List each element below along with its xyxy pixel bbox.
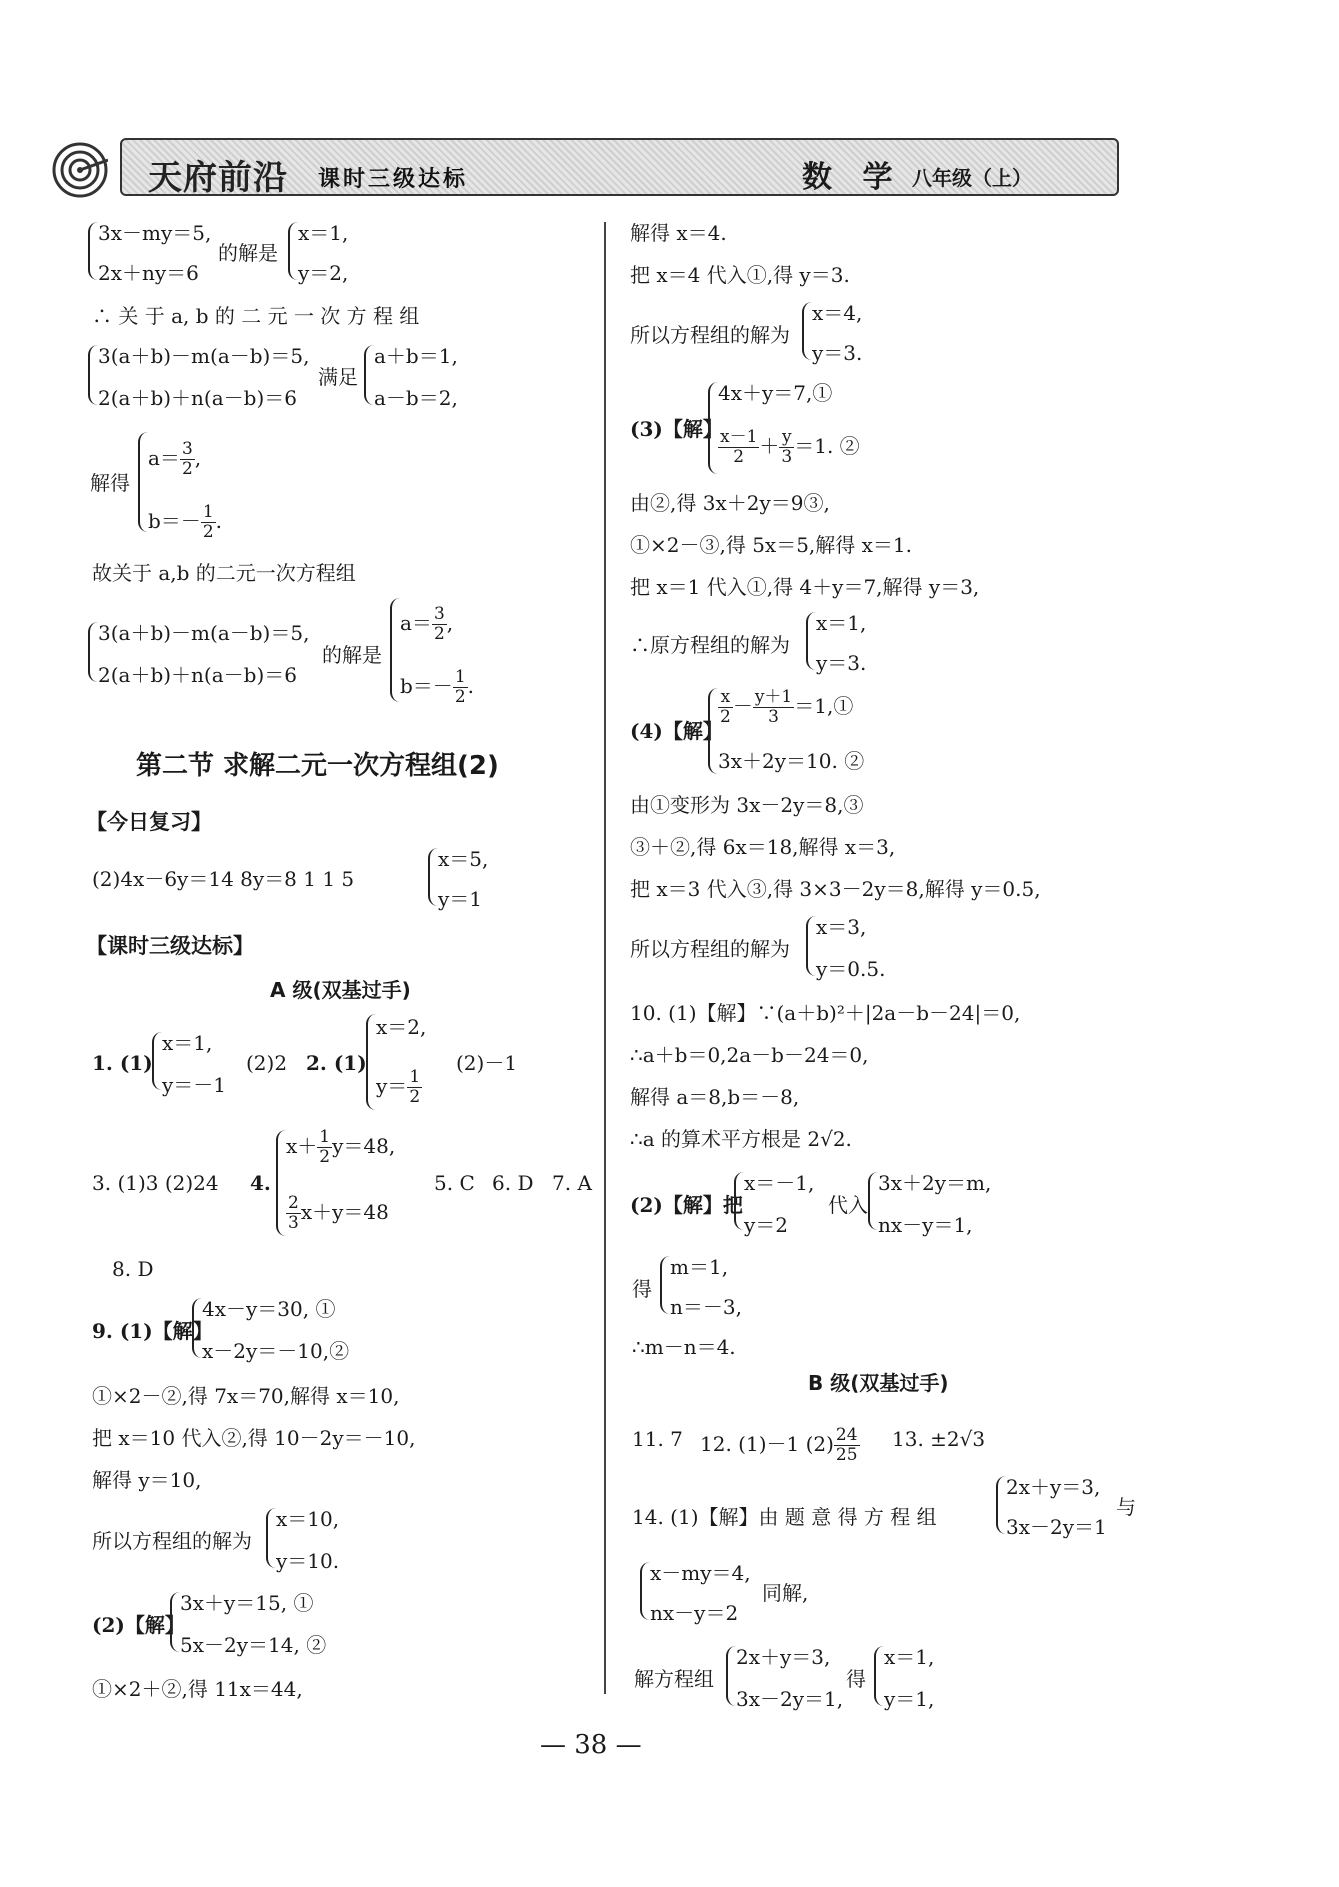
denominator: 2 <box>202 522 214 542</box>
text: ＋ <box>759 434 780 458</box>
text: 由②,得 3x＋2y＝9③, <box>630 491 830 515</box>
numerator: x－1 <box>720 427 758 447</box>
subject-label: 数 学 <box>802 160 903 195</box>
text: 解得 a＝8,b＝－8, <box>630 1085 800 1109</box>
solution: m＝1, <box>670 1255 729 1279</box>
column-divider <box>604 222 606 1694</box>
text: x＋ <box>286 1134 318 1158</box>
brace <box>138 432 148 532</box>
text: , <box>194 446 202 470</box>
fraction <box>432 605 447 644</box>
fraction <box>779 428 794 467</box>
text: 把 x＝10 代入②,得 10－2y＝－10, <box>92 1426 416 1450</box>
question-label: 9. (1)【解】 <box>92 1319 213 1343</box>
brace <box>726 1646 736 1706</box>
fraction <box>834 1426 860 1465</box>
text: y＝48, <box>332 1134 396 1158</box>
grade-label: 八年级（上） <box>912 166 1032 190</box>
section-title: 第二节 求解二元一次方程组(2) <box>136 751 499 781</box>
answer: 8. D <box>112 1257 154 1281</box>
numerator: 3 <box>433 604 445 624</box>
numerator: 24 <box>835 1425 858 1445</box>
text: 由①变形为 3x－2y＝8,③ <box>630 793 864 817</box>
solution: x＝3, <box>816 915 867 939</box>
solution: y＝1, <box>884 1687 935 1711</box>
question-label: 4. <box>250 1171 271 1195</box>
equation: 3x＋2y＝m, <box>878 1171 992 1195</box>
numerator: y＋1 <box>754 687 793 707</box>
answer: 5. C <box>434 1171 475 1195</box>
brace <box>734 1172 744 1230</box>
text: 满足 <box>318 365 358 389</box>
brace <box>288 222 298 280</box>
fraction <box>718 428 759 467</box>
equation: 3x－2y＝1 <box>1006 1515 1107 1539</box>
review-heading: 【今日复习】 <box>86 810 212 834</box>
brace <box>660 1256 670 1314</box>
text: ∴原方程组的解为 <box>630 633 790 657</box>
equation: x－my＝4, <box>650 1561 751 1585</box>
series-title: 课时三级达标 <box>318 167 469 192</box>
brace <box>428 848 438 906</box>
text: x＋y＝48 <box>300 1200 389 1224</box>
equation: nx－y＝2 <box>650 1601 739 1625</box>
text: ＝1,① <box>794 694 854 718</box>
answer: 3. (1)3 (2)24 <box>92 1171 219 1195</box>
solution: y＝2, <box>298 261 349 285</box>
question-label: 2. (1) <box>306 1051 367 1075</box>
denominator: 2 <box>433 624 445 644</box>
text: b＝－ <box>148 509 201 533</box>
answer: 7. A <box>552 1171 592 1195</box>
equation: 3(a＋b)－m(a－b)＝5, <box>98 344 310 368</box>
numerator: 3 <box>181 439 193 459</box>
brace <box>152 1032 162 1090</box>
a-level-heading: A 级(双基过手) <box>270 978 411 1002</box>
equation: 3x＋y＝15, ① <box>180 1591 314 1615</box>
text: 所以方程组的解为 <box>92 1529 252 1553</box>
text: 得 <box>846 1667 866 1691</box>
denominator: 2 <box>181 459 193 479</box>
brace <box>88 222 98 280</box>
numerator: 1 <box>202 502 214 522</box>
brace <box>192 1298 202 1358</box>
solution: x＝1, <box>816 611 867 635</box>
text: 解得 <box>90 471 130 495</box>
equation: 3(a＋b)－m(a－b)＝5, <box>98 621 310 645</box>
solution: x＝5, <box>438 847 489 871</box>
denominator: 2 <box>319 1147 331 1167</box>
denominator: 25 <box>835 1445 858 1465</box>
denominator: 3 <box>288 1213 299 1233</box>
brace <box>708 382 718 474</box>
text: 解得 y＝10, <box>92 1468 202 1492</box>
text: 与 <box>1116 1495 1136 1519</box>
fraction <box>453 668 468 707</box>
text: 故关于 a,b 的二元一次方程组 <box>92 561 356 585</box>
text: 的解是 <box>322 643 382 667</box>
solution: y＝－1 <box>162 1073 227 1097</box>
text: ＝1. ② <box>794 434 860 458</box>
equation: 5x－2y＝14, ② <box>180 1633 327 1657</box>
denominator: 2 <box>409 1087 421 1107</box>
text: 把 x＝4 代入①,得 y＝3. <box>630 263 850 287</box>
brace <box>874 1646 884 1706</box>
brace <box>266 1508 276 1568</box>
answer: (2)－1 <box>456 1051 518 1075</box>
text: a＝ <box>148 446 180 470</box>
equation: 4x＋y＝7,① <box>718 381 833 405</box>
denominator: 2 <box>454 687 466 707</box>
numerator: 2 <box>288 1193 299 1213</box>
solution: a－b＝2, <box>374 386 458 410</box>
solution: y＝1 <box>438 887 483 911</box>
text: － <box>732 694 753 718</box>
answer: 13. ±2√3 <box>892 1427 986 1451</box>
question-label: (2)【解】把 <box>630 1193 743 1217</box>
solution: y＝3. <box>812 341 863 365</box>
text: 10. (1)【解】∵(a＋b)²＋|2a－b－24|＝0, <box>630 1001 1021 1025</box>
brace <box>806 916 816 976</box>
brand-title: 天府前沿 <box>148 158 288 198</box>
fraction <box>718 688 733 727</box>
equation: 3x－my＝5, <box>98 221 212 245</box>
denominator: 2 <box>720 707 731 727</box>
fraction <box>317 1128 332 1167</box>
equation: 2(a＋b)＋n(a－b)＝6 <box>98 386 297 410</box>
fraction <box>286 1194 301 1233</box>
question-label: (4)【解】 <box>630 719 723 743</box>
equation: x－2y＝－10,② <box>202 1339 350 1363</box>
question-label: (3)【解】 <box>630 417 723 441</box>
fraction <box>201 503 216 542</box>
brace <box>88 622 98 682</box>
equation: 2x＋y＝3, <box>1006 1475 1101 1499</box>
solution: x＝2, <box>376 1015 427 1039</box>
text: ∴m－n＝4. <box>632 1335 736 1359</box>
answer: (2)2 <box>246 1051 288 1075</box>
text: , <box>446 611 454 635</box>
solution: y＝3. <box>816 651 867 675</box>
text: a＝ <box>400 611 432 635</box>
brace <box>868 1172 878 1230</box>
equation: nx－y＝1, <box>878 1213 973 1237</box>
target-logo-icon <box>52 142 108 198</box>
fraction <box>180 440 195 479</box>
brace <box>366 1014 376 1110</box>
brace <box>640 1562 650 1620</box>
equation: 2x＋y＝3, <box>736 1645 831 1669</box>
numerator: y <box>779 428 794 448</box>
text: 解方程组 <box>634 1667 714 1691</box>
equation: 4x－y＝30, ① <box>202 1297 336 1321</box>
text: (2)4x－6y＝14 8y＝8 1 1 5 <box>92 867 355 891</box>
fraction <box>753 688 794 727</box>
solution: a＋b＝1, <box>374 344 458 368</box>
numerator: 1 <box>454 667 466 687</box>
denominator: 3 <box>781 447 793 467</box>
text: 代入 <box>828 1193 868 1217</box>
solution: x＝1, <box>884 1645 935 1669</box>
text: 同解, <box>762 1581 809 1605</box>
solution: x＝1, <box>162 1031 213 1055</box>
solution: x＝4, <box>812 301 863 325</box>
text: ∴a 的算术平方根是 2√2. <box>630 1127 852 1151</box>
text: ③＋②,得 6x＝18,解得 x＝3, <box>630 835 896 859</box>
brace <box>276 1130 286 1236</box>
solution: x＝10, <box>276 1507 340 1531</box>
equation: 2(a＋b)＋n(a－b)＝6 <box>98 663 297 687</box>
brace <box>390 598 400 702</box>
numerator: x <box>718 688 733 708</box>
brace <box>170 1592 180 1652</box>
levels-heading: 【课时三级达标】 <box>86 934 254 958</box>
text: 把 x＝1 代入①,得 4＋y＝7,解得 y＝3, <box>630 575 980 599</box>
brace <box>802 302 812 360</box>
text: . <box>215 509 222 533</box>
numerator: 1 <box>319 1127 331 1147</box>
question-label: (2)【解】 <box>92 1613 185 1637</box>
text: ∴a＋b＝0,2a－b－24＝0, <box>630 1043 869 1067</box>
numerator: 1 <box>409 1067 421 1087</box>
fraction <box>407 1068 422 1107</box>
text: ①×2＋②,得 11x＝44, <box>92 1677 303 1701</box>
answer: 11. 7 <box>632 1427 683 1451</box>
brace <box>708 688 718 774</box>
text: 把 x＝3 代入③,得 3×3－2y＝8,解得 y＝0.5, <box>630 877 1041 901</box>
brace <box>806 612 816 670</box>
solution: y＝2 <box>744 1213 789 1237</box>
text: ①×2－②,得 7x＝70,解得 x＝10, <box>92 1384 400 1408</box>
brace <box>996 1476 1006 1534</box>
text: ①×2－③,得 5x＝5,解得 x＝1. <box>630 533 913 557</box>
equation: 3x＋2y＝10. ② <box>718 749 865 773</box>
question-label: 14. (1)【解】由 题 意 得 方 程 组 <box>632 1505 937 1529</box>
brace <box>364 345 374 405</box>
text: ∴ 关 于 a, b 的 二 元 一 次 方 程 组 <box>92 304 420 328</box>
solution: y＝0.5. <box>816 957 886 981</box>
denominator: 3 <box>768 707 779 727</box>
brace <box>88 345 98 405</box>
solution: x＝－1, <box>744 1171 815 1195</box>
question-label: 1. (1) <box>92 1051 153 1075</box>
text: 所以方程组的解为 <box>630 323 790 347</box>
page-number: — 38 — <box>540 1730 642 1760</box>
solution: n＝－3, <box>670 1295 742 1319</box>
text: 解得 x＝4. <box>630 221 727 245</box>
b-level-heading: B 级(双基过手) <box>808 1371 949 1395</box>
solution: x＝1, <box>298 221 349 245</box>
equation: 3x－2y＝1, <box>736 1687 844 1711</box>
text: y＝ <box>376 1074 408 1098</box>
answer: 6. D <box>492 1171 534 1195</box>
text: . <box>467 674 474 698</box>
text: 的解是 <box>218 241 278 265</box>
solution: y＝10. <box>276 1549 340 1573</box>
equation: 2x＋ny＝6 <box>98 261 199 285</box>
text: b＝－ <box>400 674 453 698</box>
text: 所以方程组的解为 <box>630 937 790 961</box>
denominator: 2 <box>733 447 745 467</box>
answer: 12. (1)－1 (2) <box>700 1432 834 1456</box>
text: 得 <box>632 1277 652 1301</box>
